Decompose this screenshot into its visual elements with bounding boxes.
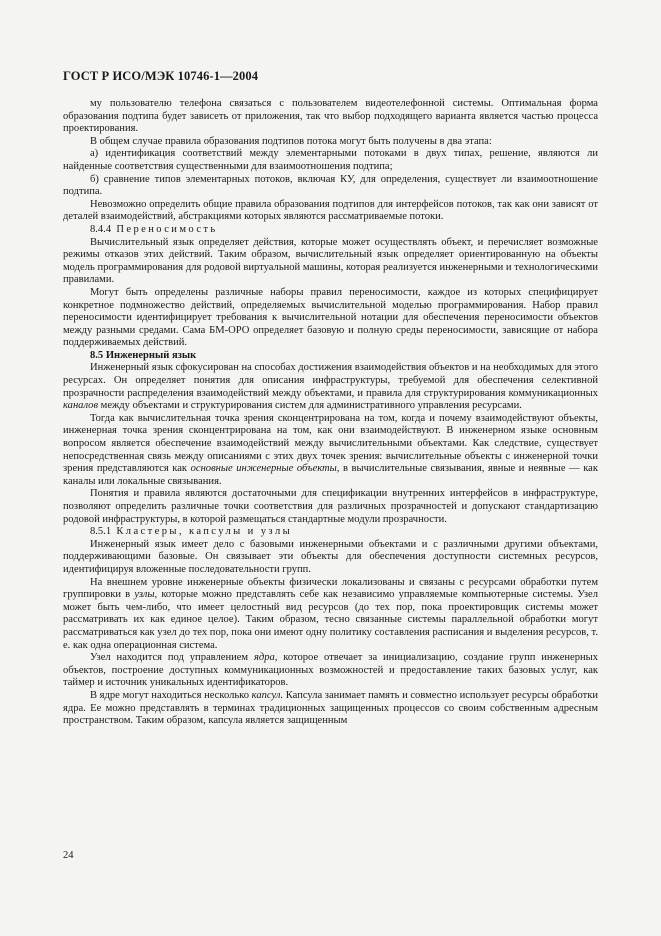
paragraph: Инженерный язык сфокусирован на способах достижения взаимодействия объектов и на необходимых для этого ресурсах. Он определяет понятия для описания инфраструктуры, требуемой для обеспечения селективной прозрачности распределения взаимодействий между объектами, и правила для структурирования коммуникационных каналов между объектами и структурирования систем для административного управления ресурсами.: [63, 362, 598, 412]
paragraph: Узел находится под управлением ядра, которое отвечает за инициализацию, создание групп инженерных объектов, построение доступных коммуникационных возможностей и предоставление таких базовых услуг, как таймер и источник уникальных идентификаторов.: [63, 652, 598, 689]
emphasis: узлы,: [134, 589, 158, 601]
paragraph: Невозможно определить общие правила образования подтипов для интерфейсов потоков, так как они зависят от деталей взаимодействий, абстракциями которых являются рассматриваемые потоки.: [63, 198, 598, 223]
section-heading-8-5-1: [63, 526, 598, 539]
list-item: а) идентификация соответствий между элементарными потоками в двух типах, решение, являются ли найденные соответствия существенными для взаимоотношения подтипа;: [63, 148, 598, 172]
paragraph: В общем случае правила образования подтипов потока могут быть получены в два этапа:: [90, 135, 492, 147]
section-number: 8.5.1: [90, 526, 112, 538]
emphasis: ядра,: [253, 652, 278, 664]
section-heading-8-4-4: [63, 224, 598, 237]
paragraph: му пользователю телефона связаться с пользователем видеотелефонной системы. Оптимальная форма образования подтипа будет зависеть от приложения, так что выбор подходящего варианта является частью процесса проектирования.: [63, 98, 598, 135]
paragraph: Понятия и правила являются достаточными для спецификации внутренних интерфейсов в инфраструктуре, позволяют определить различные точки соответствия для различных прозрачностей и допускают стандартизацию родовой инфраструктуры, в которой размещаться стандартные модули прозрачности.: [63, 488, 598, 525]
document-header: ГОСТ Р ИСО/МЭК 10746-1—2004: [63, 69, 259, 83]
section-title: Переносимость: [116, 223, 218, 235]
paragraph: Могут быть определены различные наборы правил переносимости, каждое из которых специфицирует конкретное подмножество действий, определяемых вычислительной моделью программирования. Набор правил переносимости идентифицирует требования к вычислительной нотации для обеспечения переносимости объектов между разными средами. Сама БМ-ОРО определяет базовую и полную среды переносимости, зависящие от набора поддерживаемых действий.: [63, 286, 598, 349]
emphasis: каналов: [63, 400, 99, 412]
section-title: Кластеры, капсулы и узлы: [116, 526, 293, 538]
page-number: 24: [63, 850, 74, 861]
emphasis: основные инженерные объекты,: [190, 463, 340, 475]
section-number: 8.4.4: [90, 223, 112, 235]
paragraph: Инженерный язык имеет дело с базовыми инженерными объектами и с различными другими объектами, поддерживающими базовые. Он связывает эти объекты для обеспечения доступности системных ресурсов, идентифицируя вложенные последовательности групп.: [63, 538, 598, 575]
list-item: б) сравнение типов элементарных потоков, включая КУ, для определения, существует ли взаимоотношение подтипа.: [63, 173, 598, 198]
paragraph: Тогда как вычислительная точка зрения сконцентрирована на том, когда и почему взаимодействуют объекты, инженерная точка зрения сконцентрирована на том, как они взаимодействуют. В инженерном языке основным вопросом является обеспечение взаимодействий между вычислительными объектами. Как следствие, существует непосредственная связь между описаниями с этих двух точек зрения: вычислительные объекты с инженерной точки зрения представляются как основные инженерные объекты, в вычислительные связывания, явные и неявные — как каналы или локальные связывания.: [63, 412, 598, 487]
paragraph: Вычислительный язык определяет действия, которые может осуществлять объект, и перечисляет возможные режимы отказов этих действий. Таким образом, вычислительный язык определяет ориентированную на объекты модель программирования для родовой виртуальной машины, которая реализуется инженерными и технологическими правилами.: [63, 236, 598, 286]
paragraph: В ядре могут находиться несколько капсул. Капсула занимает память и совместно использует ресурсы обработки ядра. Ее можно представлять в терминах традиционных защищенных процессов со своим собственным адресным пространством. Таким образом, капсула является защищенным: [63, 689, 598, 727]
paragraph: На внешнем уровне инженерные объекты физически локализованы и связаны с ресурсами обработки путем группировки в узлы, которые можно представлять себе как независимо управляемые компьютерные системы. Узел может быть чем-либо, что имеет целостный вид ресурсов (до тех пор, пока проектировщик системы может рассматривать их как единое целое). Таким образом, тесно связанные системы параллельной обработки могут рассматриваться как узел до тех пор, пока они имеют одну политику составления расписания и выделения ресурсов, т. е. как одна операционная система.: [63, 576, 598, 651]
emphasis: капсул.: [251, 689, 284, 701]
document-body: [63, 98, 598, 728]
section-heading-8-5: 8.5 Инженерный язык: [90, 349, 197, 361]
